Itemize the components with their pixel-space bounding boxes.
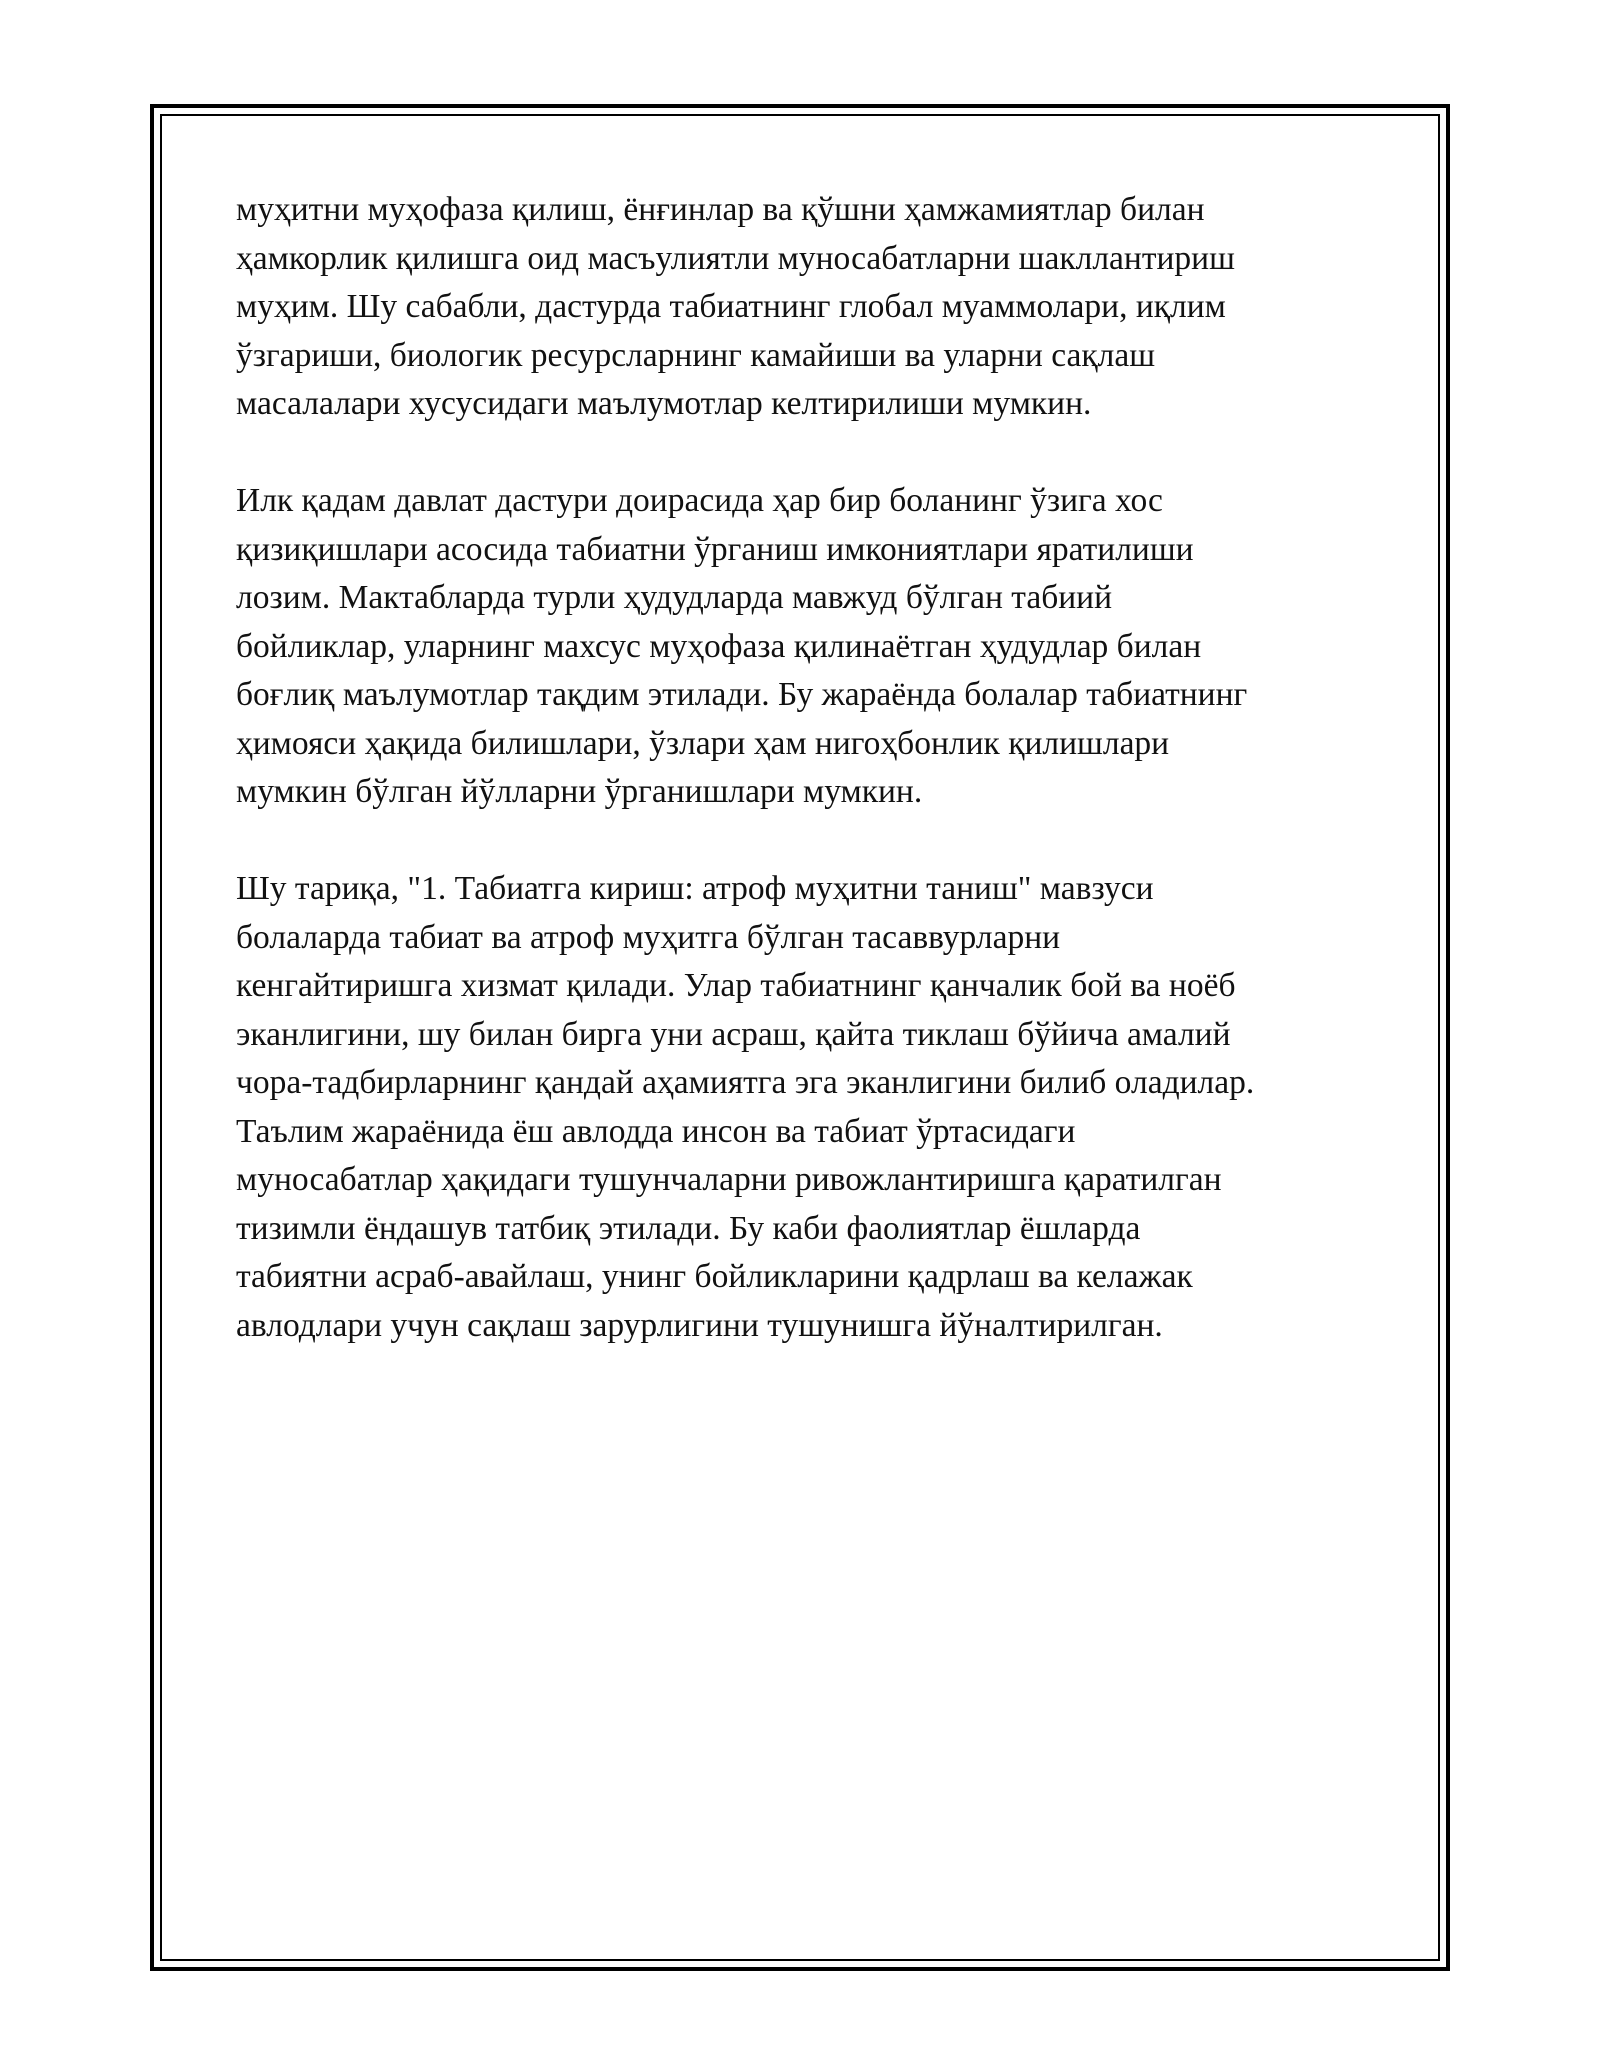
text-line: масалалари хусусидаги маълумотлар келтирилиши мумкин. <box>236 385 1092 422</box>
text-line: авлодлари учун сақлаш зарурлигини тушунишга йўналтирилган. <box>236 1306 1163 1344</box>
text-line: муносабатлар ҳақидаги тушунчаларни ривожлантиришга қаратилган <box>236 1161 1222 1198</box>
text-line: ҳамкорлик қилишга оид масъулиятли муносабатларни шакллантириш <box>236 239 1235 277</box>
paragraph-3 <box>236 865 1366 1350</box>
text-line: мумкин бўлган йўлларни ўрганишлари мумкин. <box>236 773 923 810</box>
text-line: муҳитни муҳофаза қилиш, ёнғинлар ва қўшни ҳамжамиятлар билан <box>236 191 1205 228</box>
document-body <box>236 186 1366 1399</box>
text-line: ўзгариши, биологик ресурсларнинг камайиши ва уларни сақлаш <box>236 336 1155 374</box>
text-line: лозим. Мактабларда турли ҳудудларда мавжуд бўлган табиий <box>236 579 1113 616</box>
text-line: Шу тариқа, "1. Табиатга кириш: атроф муҳитни таниш" мавзуси <box>236 870 1154 907</box>
text-line: эканлигини, шу билан бирга уни асраш, қайта тиклаш бўйича амалий <box>236 1015 1231 1053</box>
text-line: боғлиқ маълумотлар тақдим этилади. Бу жараёнда болалар табиатнинг <box>236 676 1248 713</box>
text-line: табиятни асраб-авайлаш, унинг бойликларини қадрлаш ва келажак <box>236 1258 1193 1295</box>
text-line: тизимли ёндашув татбиқ этилади. Бу каби фаолиятлар ёшларда <box>236 1209 1141 1247</box>
text-line: болаларда табиат ва атроф муҳитга бўлган тасаввурларни <box>236 918 1061 956</box>
text-line: ҳимояси ҳақида билишлари, ўзлари ҳам нигоҳбонлик қилишлари <box>236 724 1170 762</box>
paragraph-1 <box>236 186 1366 429</box>
paragraph-2 <box>236 477 1366 817</box>
text-line: муҳим. Шу сабабли, дастурда табиатнинг глобал муаммолари, иқлим <box>236 288 1226 325</box>
text-line: Илк қадам давлат дастури доирасида ҳар бир боланинг ўзига хос <box>236 482 1163 519</box>
text-line: кенгайтиришга хизмат қилади. Улар табиатнинг қанчалик бой ва ноёб <box>236 967 1236 1004</box>
text-line: қизиқишлари асосида табиатни ўрганиш имкониятлари яратилиши <box>236 530 1194 568</box>
text-line: чора-тадбирларнинг қандай аҳамиятга эга эканлигини билиб оладилар. <box>236 1064 1255 1101</box>
text-line: бойликлар, уларнинг махсус муҳофаза қилинаётган ҳудудлар билан <box>236 627 1202 665</box>
text-line: Таълим жараёнида ёш авлодда инсон ва табиат ўртасидаги <box>236 1112 1076 1150</box>
